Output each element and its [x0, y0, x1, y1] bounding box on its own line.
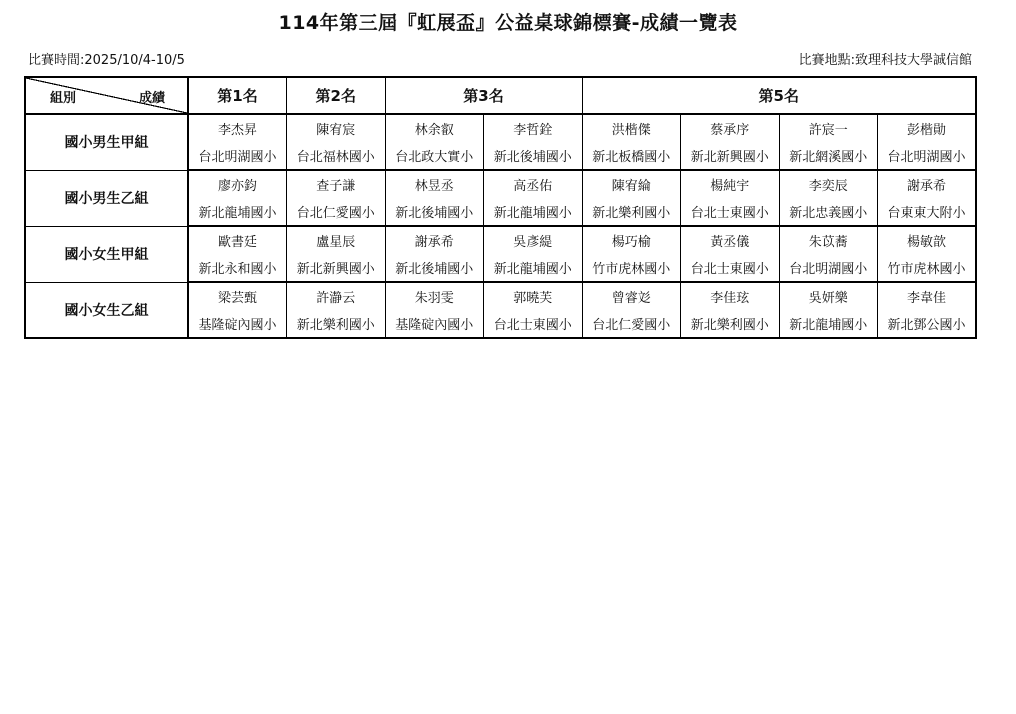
player-name: 梁芸甄	[188, 282, 287, 309]
player-name: 歐書廷	[188, 226, 287, 253]
player-name: 陳宥宸	[287, 114, 386, 141]
player-name: 彭楷勛	[878, 114, 977, 141]
player-name: 吳妍樂	[779, 282, 878, 309]
group-name: 國小女生甲組	[25, 226, 188, 282]
player-name: 許宸一	[779, 114, 878, 141]
player-name: 黃丞儀	[681, 226, 780, 253]
player-school: 新北永和國小	[188, 253, 287, 282]
player-school: 基隆碇內國小	[385, 309, 484, 338]
page-title: 114年第三屆『虹展盃』公益桌球錦標賽-成績一覽表	[278, 12, 738, 34]
header-place-2: 第2名	[287, 77, 386, 114]
group-name: 國小女生乙組	[25, 282, 188, 338]
player-school: 新北鄧公國小	[878, 309, 977, 338]
player-name: 謝承希	[385, 226, 484, 253]
player-school: 新北龍埔國小	[484, 197, 583, 226]
group-row-names	[25, 282, 976, 309]
player-school: 新北樂利國小	[681, 309, 780, 338]
corner-header	[25, 77, 188, 114]
player-name: 高丞佑	[484, 170, 583, 197]
player-name: 謝承希	[878, 170, 977, 197]
player-name: 洪楷傑	[582, 114, 681, 141]
player-school: 新北樂利國小	[287, 309, 386, 338]
player-school: 台北仁愛國小	[287, 197, 386, 226]
player-school: 台北明湖國小	[878, 141, 977, 170]
player-school: 台北士東國小	[681, 197, 780, 226]
player-name: 楊純宇	[681, 170, 780, 197]
group-name: 國小男生甲組	[25, 114, 188, 170]
player-name: 朱羽雯	[385, 282, 484, 309]
player-school: 台東東大附小	[878, 197, 977, 226]
corner-result-label: 成績	[138, 91, 165, 106]
player-school: 竹市虎林國小	[878, 253, 977, 282]
player-name: 廖亦鈞	[188, 170, 287, 197]
player-name: 李韋佳	[878, 282, 977, 309]
player-school: 新北網溪國小	[779, 141, 878, 170]
player-name: 李佳玹	[681, 282, 780, 309]
player-school: 台北士東國小	[484, 309, 583, 338]
player-name: 朱苡蕎	[779, 226, 878, 253]
player-school: 新北後埔國小	[385, 253, 484, 282]
player-name: 盧星辰	[287, 226, 386, 253]
player-name: 蔡承序	[681, 114, 780, 141]
player-name: 楊巧榆	[582, 226, 681, 253]
group-row-names	[25, 170, 976, 197]
group-row-names	[25, 114, 976, 141]
corner-group-label: 組別	[50, 91, 77, 106]
player-school: 新北龍埔國小	[188, 197, 287, 226]
player-name: 陳宥綸	[582, 170, 681, 197]
player-school: 新北板橋國小	[582, 141, 681, 170]
player-school: 新北新興國小	[287, 253, 386, 282]
player-name: 李哲銓	[484, 114, 583, 141]
player-school: 台北仁愛國小	[582, 309, 681, 338]
results-body	[25, 114, 976, 338]
player-name: 林昱丞	[385, 170, 484, 197]
header-place-3: 第3名	[385, 77, 582, 114]
player-school: 台北福林國小	[287, 141, 386, 170]
results-table	[24, 76, 977, 339]
player-school: 新北新興國小	[681, 141, 780, 170]
player-school: 新北忠義國小	[779, 197, 878, 226]
player-school: 竹市虎林國小	[582, 253, 681, 282]
player-name: 查子謙	[287, 170, 386, 197]
player-school: 新北龍埔國小	[484, 253, 583, 282]
player-name: 楊敏歆	[878, 226, 977, 253]
player-name: 李奕辰	[779, 170, 878, 197]
player-school: 新北龍埔國小	[779, 309, 878, 338]
player-school: 台北士東國小	[681, 253, 780, 282]
header-place-1: 第1名	[188, 77, 287, 114]
player-school: 台北明湖國小	[188, 141, 287, 170]
header-place-5: 第5名	[582, 77, 976, 114]
group-row-names	[25, 226, 976, 253]
player-name: 林余叡	[385, 114, 484, 141]
group-name: 國小男生乙組	[25, 170, 188, 226]
player-school: 新北樂利國小	[582, 197, 681, 226]
player-name: 曾睿彣	[582, 282, 681, 309]
player-school: 台北政大實小	[385, 141, 484, 170]
player-name: 李杰昇	[188, 114, 287, 141]
player-school: 新北後埔國小	[484, 141, 583, 170]
competition-venue: 比賽地點:致理科技大學誠信館	[798, 53, 972, 68]
header-row	[25, 77, 976, 114]
player-school: 新北後埔國小	[385, 197, 484, 226]
player-school: 台北明湖國小	[779, 253, 878, 282]
player-name: 郭曉芙	[484, 282, 583, 309]
player-school: 基隆碇內國小	[188, 309, 287, 338]
competition-date: 比賽時間:2025/10/4-10/5	[28, 53, 185, 68]
player-name: 吳彥緹	[484, 226, 583, 253]
player-name: 許瀞云	[287, 282, 386, 309]
